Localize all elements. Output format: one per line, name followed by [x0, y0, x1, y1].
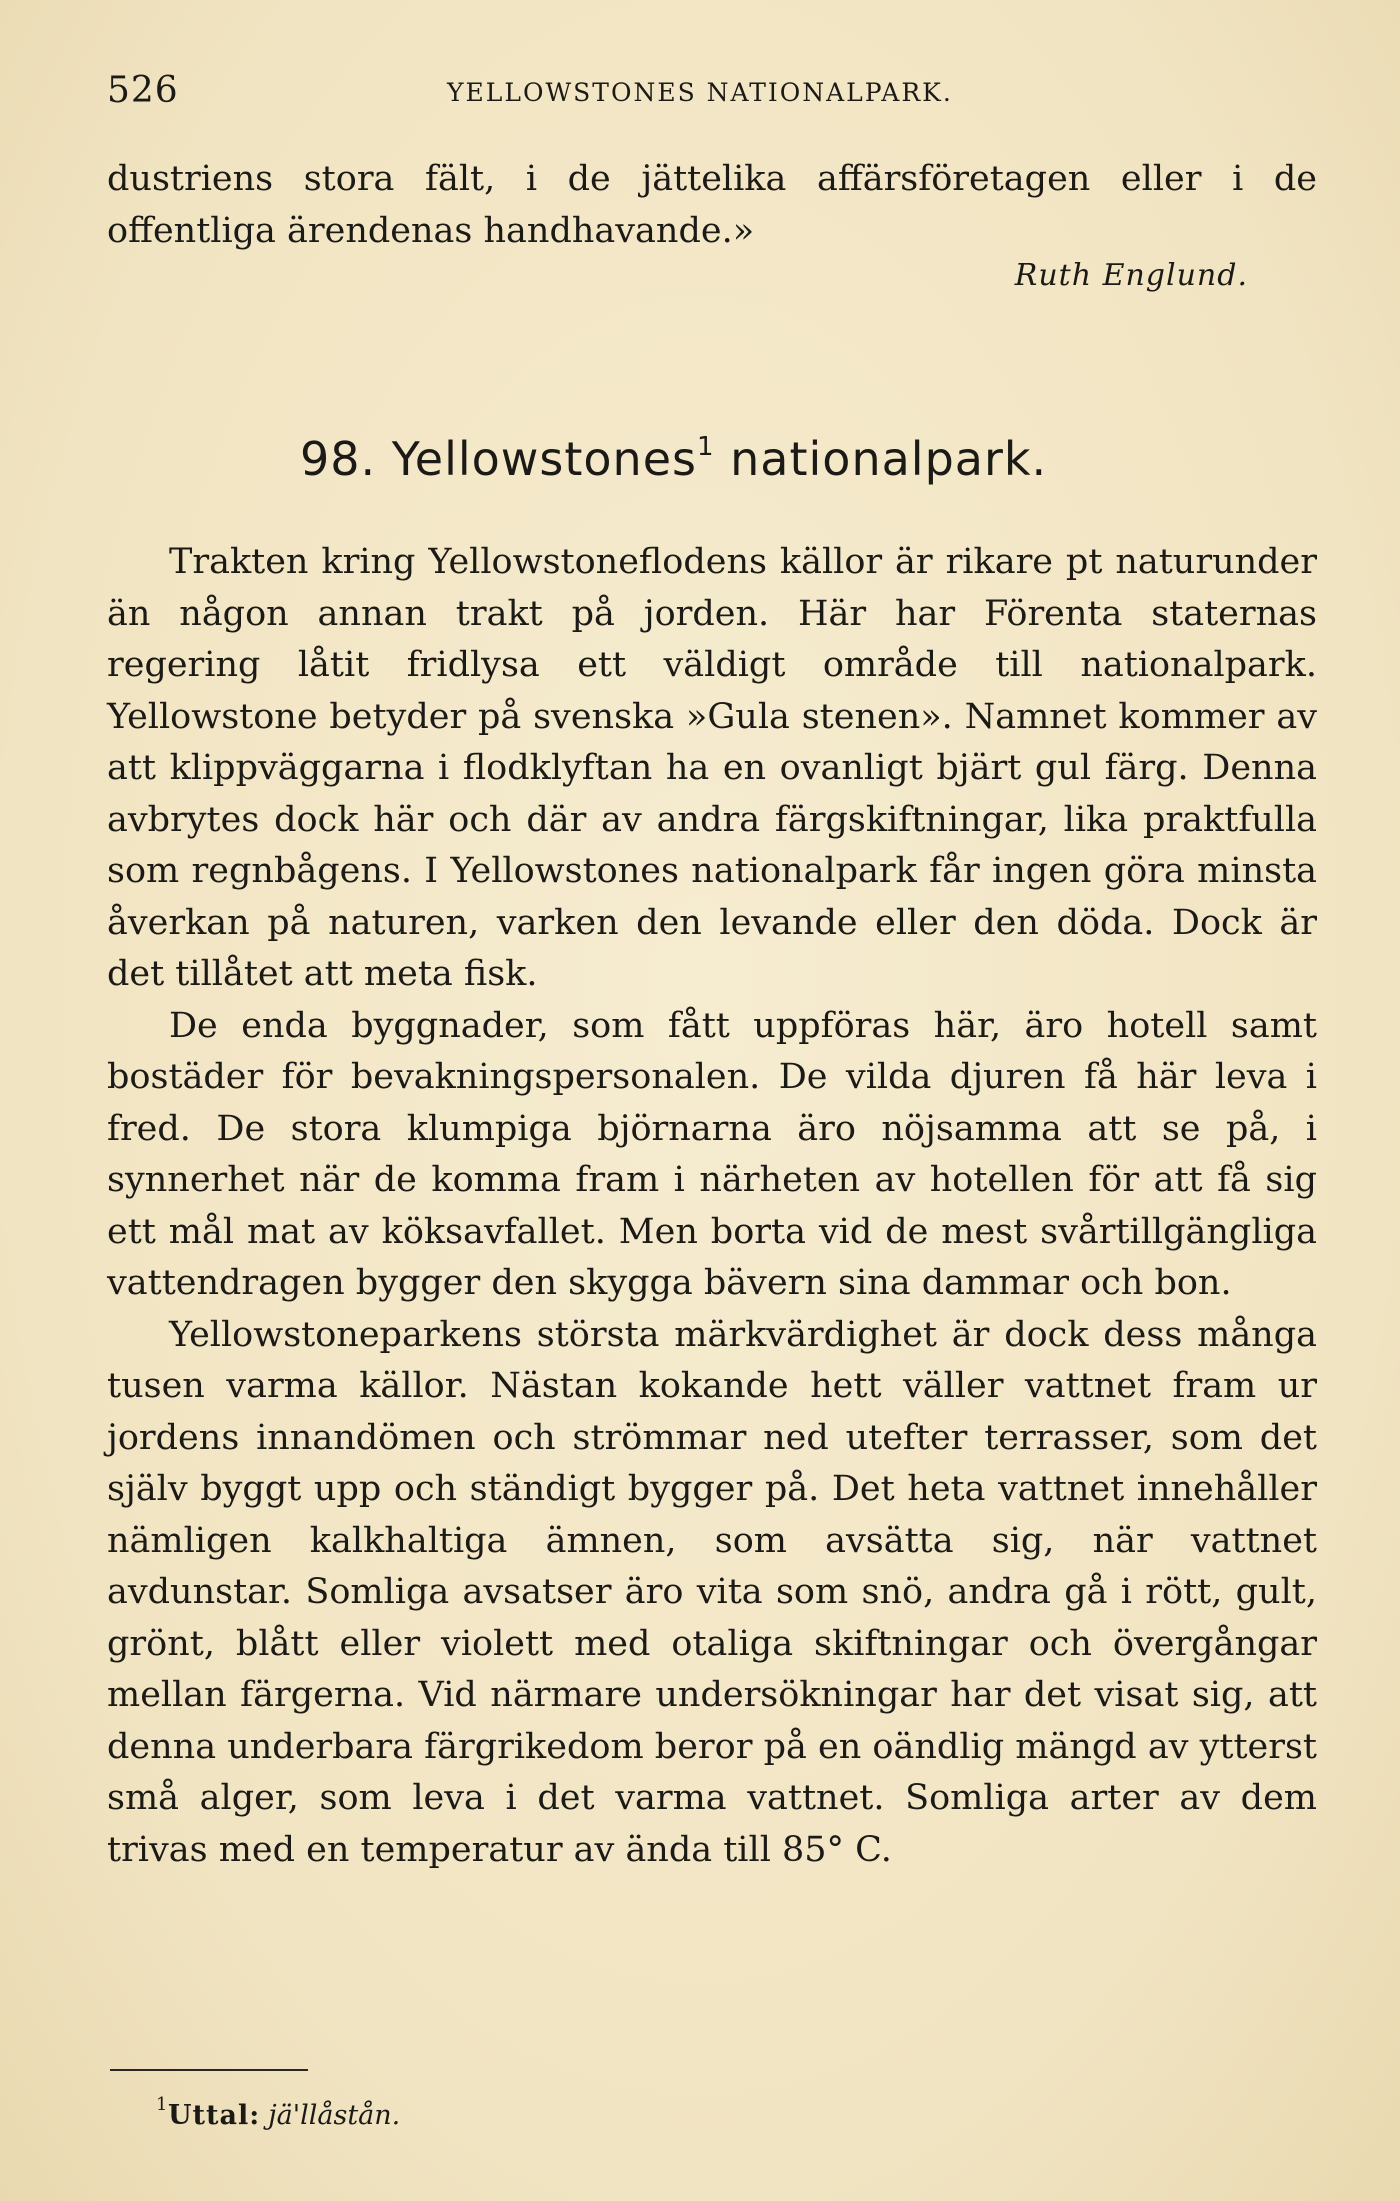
page-number: 526: [107, 70, 179, 111]
intro-paragraph: [107, 154, 1317, 257]
section-title-end: nationalpark.: [714, 432, 1048, 486]
footnote-value: jä'llåstån.: [268, 2100, 401, 2131]
running-head: YELLOWSTONES NATIONALPARK.: [447, 78, 953, 107]
intro-text: dustriens stora fält, i de jättelika affärsföretagen eller i de offentliga ärendenas handhavande.»: [107, 159, 1317, 251]
main-text: [107, 537, 1317, 1876]
footnote-rule: [110, 2069, 308, 2071]
paragraph: De enda byggnader, som fått uppföras här, äro hotell samt bostäder för bevakningspersonalen. De vilda djuren få här leva i fred. De stora klumpiga björnarna äro nöjsamma att se på, i synnerhet när de komma fram i närheten av hotellen för att få sig ett mål mat av köksavfallet. Men borta vid de mest svårtillgängliga vattendragen bygger den skygga bävern sina dammar och bon.: [107, 1005, 1317, 1303]
footnote: [156, 2094, 401, 2131]
paragraph: Yellowstoneparkens största märkvärdighet är dock dess många tusen varma källor. Nästan kokande hett väller vattnet fram ur jordens innandömen och strömmar ned utefter terrasser, som det själv byggt upp och ständigt bygger på. Det heta vattnet innehåller nämligen kalkhaltiga ämnen, som avsätta sig, när vattnet avdunstar. Somliga avsatser äro vita som snö, andra gå i rött, gult, grönt, blått eller violett med otaliga skiftningar och övergångar mellan färgerna. Vid närmare undersökningar har det visat sig, att denna underbara färgrikedom beror på en oändlig mängd av ytterst små alger, som leva i det varma vattnet. Somliga arter av dem trivas med en temperatur av ända till 85° C.: [107, 1314, 1317, 1870]
page-header: [107, 70, 1310, 120]
section-title: [300, 432, 1047, 486]
section-footnote-marker: 1: [696, 432, 715, 462]
footnote-label: Uttal:: [168, 2100, 261, 2131]
paragraph: Trakten kring Yellowstoneflodens källor är rikare pt naturunder än någon annan trakt på jorden. Här har Förenta staternas regering låtit fridlysa ett väldigt område till nationalpark. Yellowstone betyder på svenska »Gula stenen». Namnet kommer av att klippväggarna i flodklyftan ha en ovanligt bjärt gul färg. Denna avbrytes dock här och där av andra färgskiftningar, lika praktfulla som regnbågens. I Yellowstones nationalpark får ingen göra minsta åverkan på naturen, varken den levande eller den döda. Dock är det tillåtet att meta fisk.: [107, 542, 1317, 994]
author-signature: Ruth Englund.: [1014, 258, 1248, 293]
section-title-text: 98. Yellowstones: [300, 432, 697, 486]
footnote-marker: 1: [156, 2094, 168, 2115]
